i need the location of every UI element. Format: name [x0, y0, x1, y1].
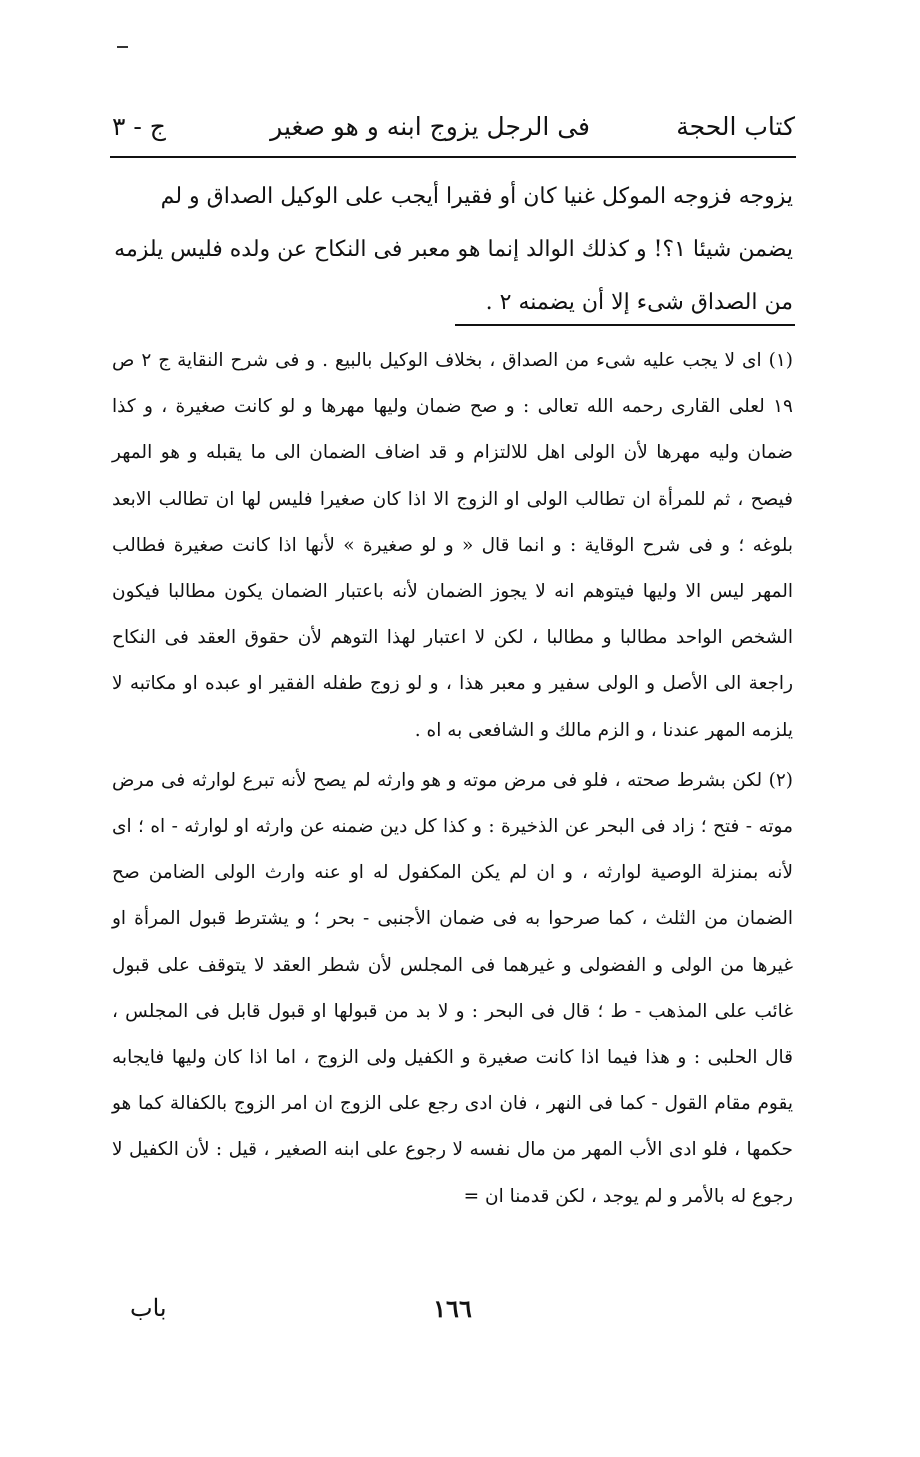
- header-chapter-title: فى الرجل يزوج ابنه و هو صغير: [270, 112, 590, 141]
- catchword: باب: [130, 1294, 167, 1322]
- page-number: ١٦٦: [433, 1294, 472, 1323]
- footnotes: [112, 338, 793, 1224]
- footnote-1: (١) اى لا يجب عليه شىء من الصداق ، بخلاف الوكيل بالبيع . و فى شرح النقاية ج ٢ ص ١٩ لعلى القارى رحمه الله تعالى : و صح ضمان وليها مهرها و لو كانت صغيرة ، و كذا ضمان وليه مهرها لأن الولى اهل للالتزام و قد اضاف الضمان الى ما يقبله و هو المهر فيصح ، ثم للمرأة ان تطالب الولى او الزوج الا اذا كان صغيرا فليس لها ان تطالب الابعد بلوغه ؛ و فى شرح الوقاية : و انما قال « و لو صغيرة » لأنها اذا كانت صغيرة فطالب المهر ليس الا وليها فيتوهم انه لا يجوز الضمان لأنه باعتبار الضمان يكون مطالبا فيكون الشخص الواحد مطالبا و مطالبا ، لكن لا اعتبار لهذا التوهم لأن حقوق العقد فى النكاح راجعة الى الأصل و الولى سفير و معبر هذا ، و لو زوج طفله الفقير او عبده او مكاتبه لا يلزمه المهر عندنا ، و الزم مالك و الشافعى به اه .: [112, 350, 793, 741]
- header-book-title: كتاب الحجة: [676, 112, 795, 141]
- main-line: يزوجه فزوجه الموكل غنيا كان أو فقيرا أيجب على الوكيل الصداق و لم: [160, 184, 793, 209]
- header-volume: ج - ٣: [112, 112, 166, 141]
- ink-speck: [117, 46, 128, 48]
- page-footer: [112, 1290, 793, 1330]
- footnote-rule: [455, 324, 795, 326]
- running-header: [112, 108, 795, 150]
- main-line: من الصداق شىء إلا أن يضمنه ٢ .: [485, 290, 793, 315]
- header-rule: [110, 156, 796, 158]
- main-line: يضمن شيئا ١؟! و كذلك الوالد إنما هو معبر فى النكاح عن ولده فليس يلزمه: [114, 237, 793, 262]
- footnote-2: (٢) لكن بشرط صحته ، فلو فى مرض موته و هو وارثه لم يصح لأنه تبرع لوارثه فى مرض موته - فتح ؛ زاد فى البحر عن الذخيرة : و كذا كل دين ضمنه عن وارثه او لوارثه - اه ؛ اى لأنه بمنزلة الوصية لوارثه ، و ان لم يكن المكفول له او عنه وارث الولى الضامن صح الضمان من الثلث ، كما صرحوا به فى ضمان الأجنبى - بحر ؛ و يشترط قبول المرأة او غيرها من الولى و الفضولى و غيرهما فى المجلس لأن شطر العقد لا يتوقف على قبول غائب على المذهب - ط ؛ قال فى البحر : و لا بد من قبولها او قبول قابل فى المجلس ، قال الحلبى : و هذا فيما اذا كانت صغيرة و الكفيل ولى الزوج ، اما اذا كان وليها فايجابه يقوم مقام القول - كما فى النهر ، فان ادى رجع على الزوج ان امر الزوج بالكفالة كما هو حكمها ، فلو ادى الأب المهر من مال نفسه لا رجوع على ابنه الصغير ، قيل : لأن الكفيل لا رجوع له بالأمر و لم يوجد ، لكن قدمنا ان =: [112, 769, 793, 1207]
- main-text: [112, 170, 793, 329]
